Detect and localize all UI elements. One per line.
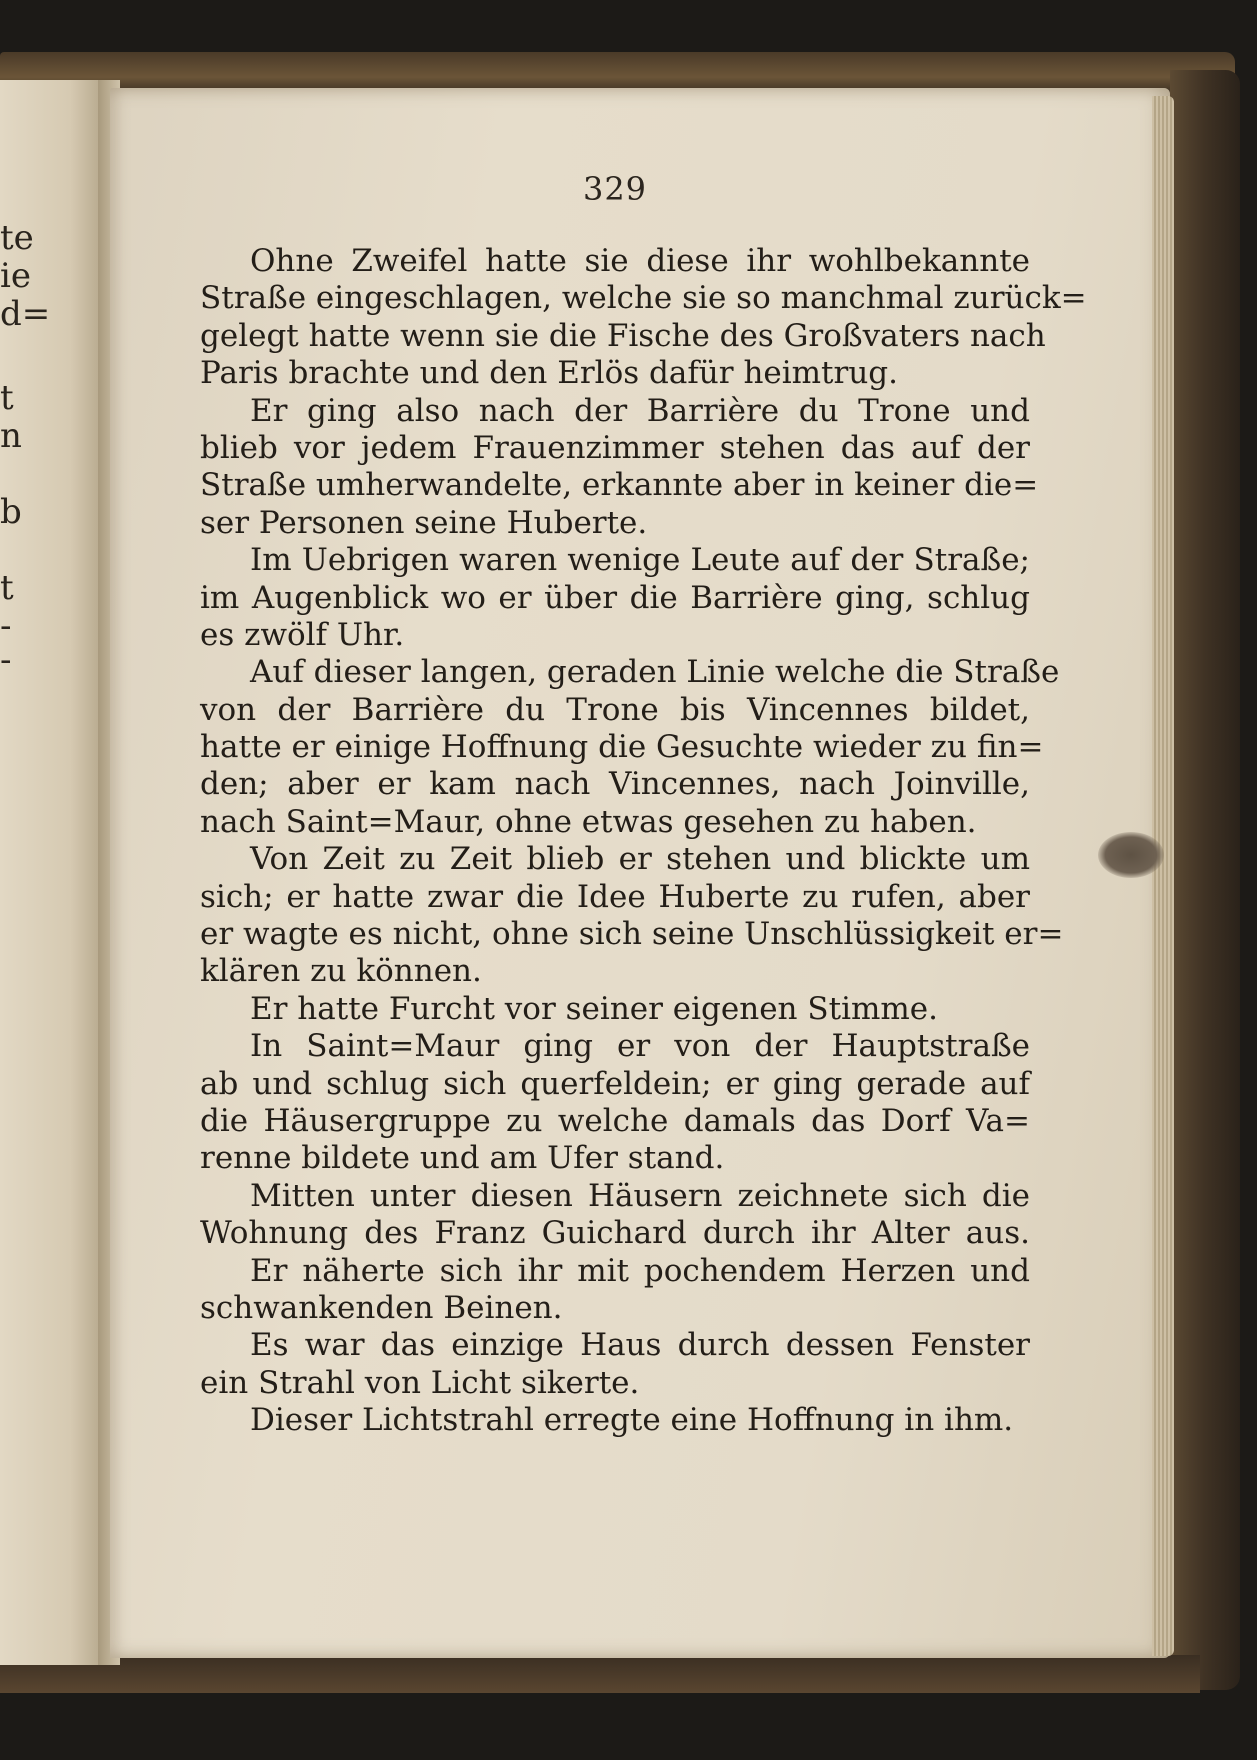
text-line: von der Barrière du Trone bis Vincennes bildet,	[200, 691, 1030, 728]
text-line: klären zu können.	[200, 953, 482, 990]
left-page-fragment: t	[0, 378, 14, 418]
text-line: renne bildete und am Ufer stand.	[200, 1140, 725, 1177]
book-cover-bottom-edge	[0, 1655, 1200, 1693]
book-page	[110, 88, 1170, 1658]
left-page-fragment: te	[0, 218, 34, 258]
text-line: hatte er einige Hoffnung die Gesuchte wieder zu fin=	[200, 729, 1044, 766]
text-line: er wagte es nicht, ohne sich seine Unschlüssigkeit er=	[200, 916, 1064, 953]
text-line: Er näherte sich ihr mit pochendem Herzen und	[250, 1252, 1030, 1289]
left-page-fragment: n	[0, 416, 22, 456]
book-cover-right-edge	[1170, 70, 1240, 1690]
text-line: im Augenblick wo er über die Barrière ging, schlug	[200, 579, 1030, 616]
text-line: Ohne Zweifel hatte sie diese ihr wohlbekannte	[250, 243, 1030, 279]
text-line: ab und schlug sich querfeldein; er ging gerade auf	[200, 1065, 1030, 1102]
left-page-fragment: d=	[0, 294, 51, 334]
left-page-fragment: b	[0, 492, 22, 532]
text-line: schwankenden Beinen.	[200, 1289, 563, 1326]
page-number: 329	[582, 170, 648, 208]
page-stain	[1098, 832, 1164, 878]
left-page-fragment: ie	[0, 256, 31, 296]
text-line: den; aber er kam nach Vincennes, nach Joinville,	[200, 766, 1030, 803]
text-line: blieb vor jedem Frauenzimmer stehen das auf der	[200, 429, 1030, 466]
text-line: Von Zeit zu Zeit blieb er stehen und blickte um	[250, 841, 1030, 878]
text-line: es zwölf Uhr.	[200, 616, 405, 653]
text-line: In Saint=Maur ging er von der Hauptstraße	[250, 1028, 1030, 1065]
text-line: Es war das einzige Haus durch dessen Fenster	[250, 1327, 1030, 1364]
left-page-edge	[0, 80, 100, 1665]
text-line: sich; er hatte zwar die Idee Huberte zu rufen, aber	[200, 878, 1030, 915]
text-line: Mitten unter diesen Häusern zeichnete sich die	[250, 1177, 1030, 1214]
text-line: nach Saint=Maur, ohne etwas gesehen zu haben.	[200, 803, 977, 840]
text-line: ser Personen seine Huberte.	[200, 504, 648, 541]
text-line: ein Strahl von Licht sikerte.	[200, 1364, 640, 1401]
left-page-fragment: -	[0, 606, 12, 646]
text-line: Dieser Lichtstrahl erregte eine Hoffnung in ihm.	[250, 1402, 1014, 1439]
text-line: gelegt hatte wenn sie die Fische des Großvaters nach	[200, 317, 1046, 354]
page-stack-edge	[1152, 96, 1174, 1656]
text-line: die Häusergruppe zu welche damals das Dorf Va=	[200, 1102, 1030, 1139]
text-line: Im Uebrigen waren wenige Leute auf der Straße;	[250, 542, 1030, 579]
text-line: Straße eingeschlagen, welche sie so manchmal zurück=	[200, 280, 1087, 317]
left-page-fragment: t	[0, 568, 14, 608]
page-text	[200, 243, 1087, 1440]
text-line: Auf dieser langen, geraden Linie welche die Straße	[250, 654, 1060, 691]
text-line: Er ging also nach der Barrière du Trone und	[250, 392, 1030, 429]
text-line: Wohnung des Franz Guichard durch ihr Alter aus.	[200, 1215, 1030, 1252]
text-line: Er hatte Furcht vor seiner eigenen Stimme.	[250, 990, 938, 1027]
left-page-fragment: -	[0, 640, 12, 680]
text-line: Paris brachte und den Erlös dafür heimtrug.	[200, 355, 898, 392]
text-line: Straße umherwandelte, erkannte aber in keiner die=	[200, 467, 1039, 504]
